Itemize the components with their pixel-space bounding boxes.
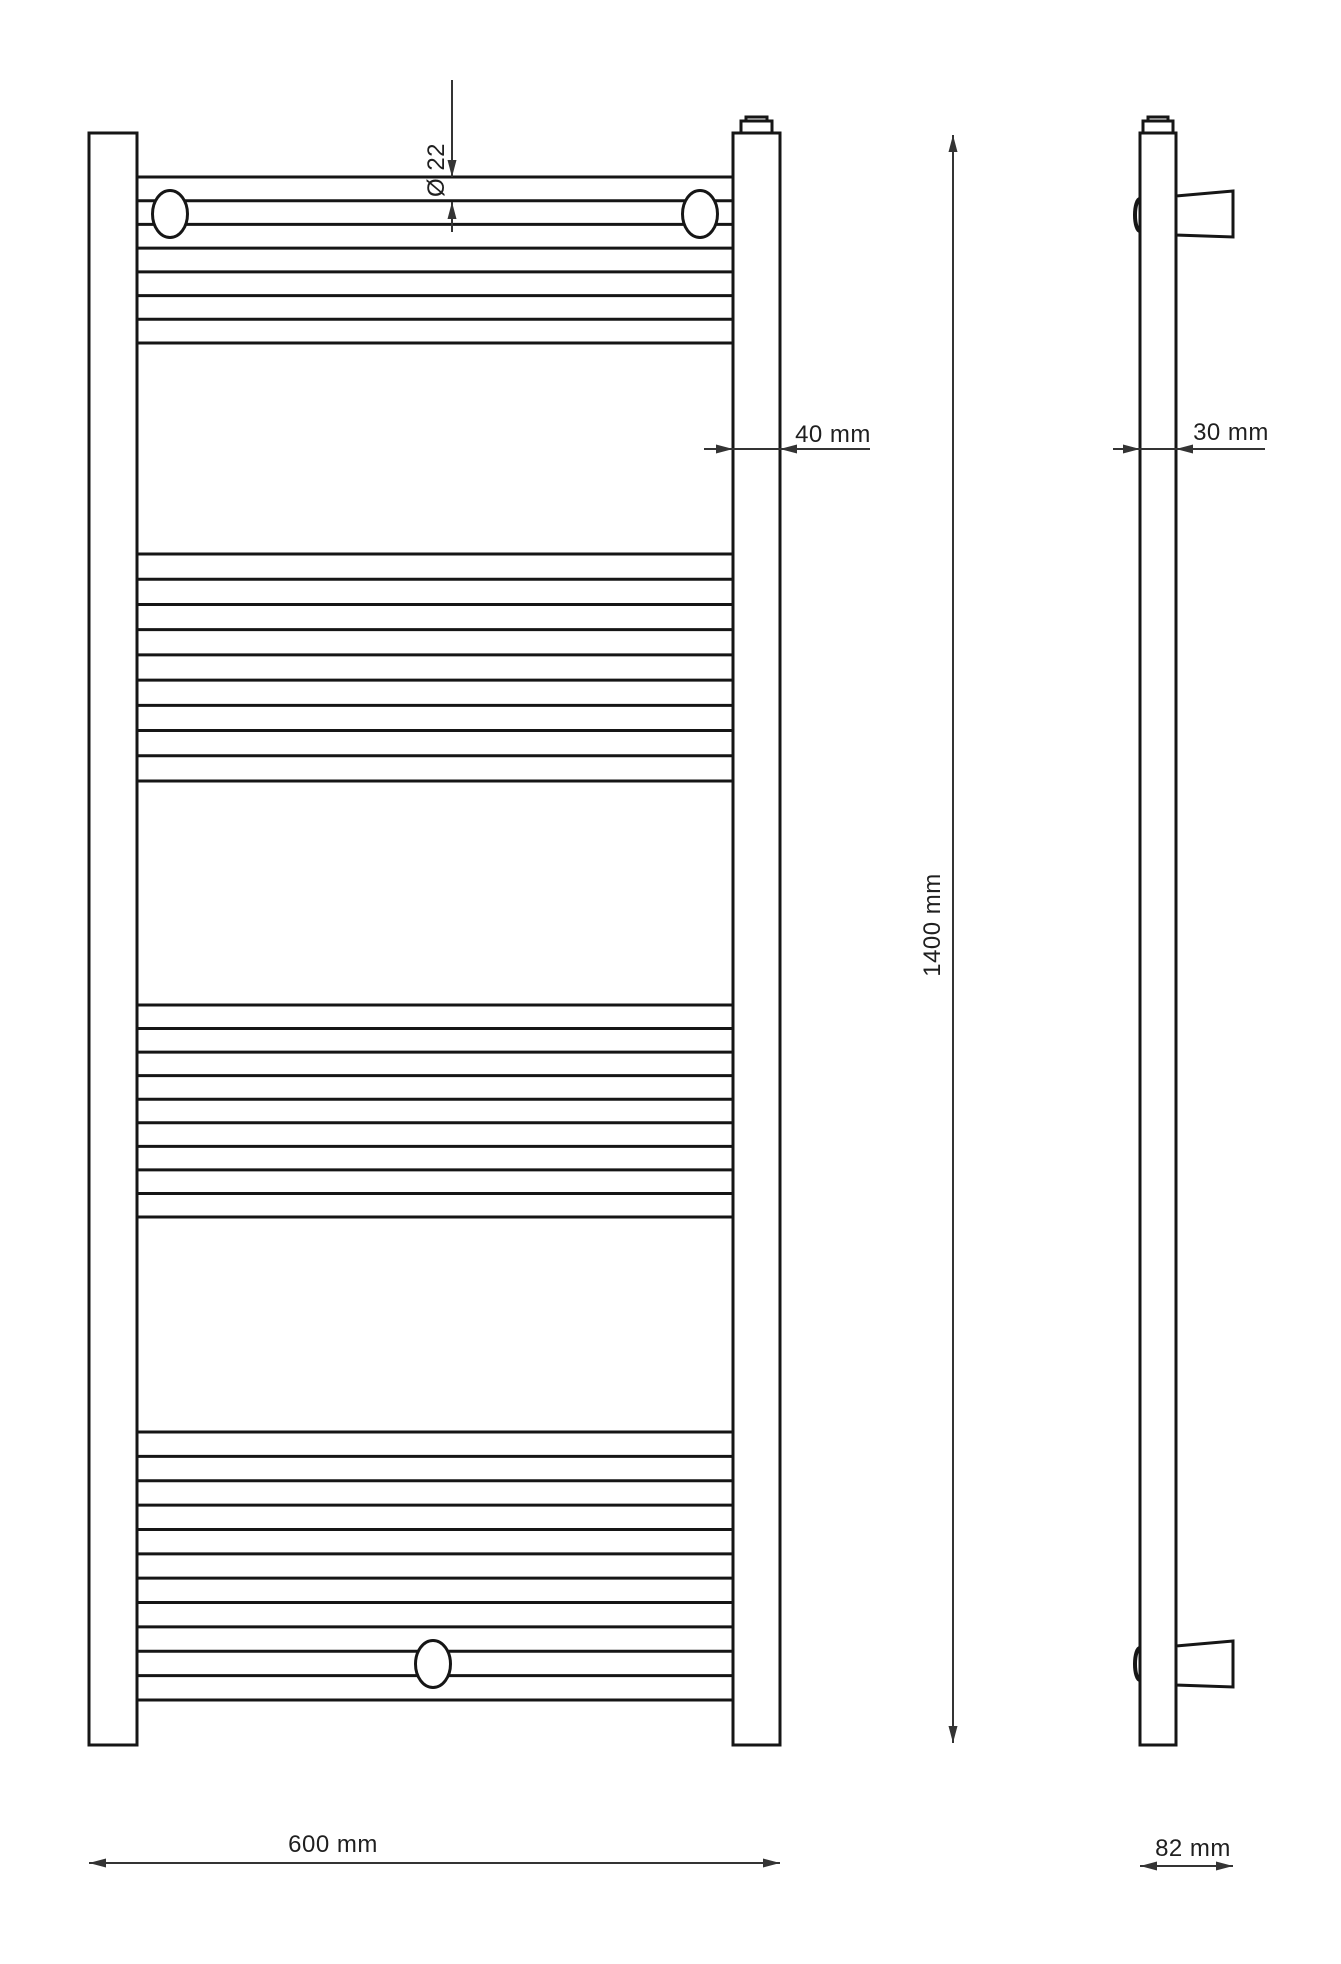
- tube-bushing: [683, 191, 718, 238]
- dim40-arrow-left: [716, 445, 733, 454]
- total-height-label: 1400 mm: [919, 873, 946, 977]
- tube-diameter-label: Ø 22: [423, 142, 450, 198]
- dim600-arrow-left: [89, 1859, 106, 1868]
- rail-width-label: 40 mm: [795, 421, 871, 448]
- dim1400-arrow-top: [949, 135, 958, 152]
- front-valve-cap-flange: [741, 121, 772, 133]
- rail-depth-label: 30 mm: [1193, 419, 1269, 446]
- total-width-label: 600 mm: [288, 1831, 378, 1858]
- dia-arrow-up: [448, 202, 457, 219]
- tube-bushing: [416, 1641, 451, 1688]
- side-valve-cap-flange: [1143, 121, 1173, 133]
- total-depth-label: 82 mm: [1155, 1835, 1231, 1862]
- front-right-rail: [733, 133, 780, 1745]
- side-rail-bar: [1140, 133, 1176, 1745]
- wall-bracket: [1176, 1641, 1233, 1687]
- wall-bracket: [1176, 191, 1233, 237]
- dim600-arrow-right: [763, 1859, 780, 1868]
- dim30-arrow-left: [1123, 445, 1140, 454]
- tube-bushing: [153, 191, 188, 238]
- dim1400-arrow-bottom: [949, 1726, 958, 1743]
- front-left-rail: [89, 133, 137, 1745]
